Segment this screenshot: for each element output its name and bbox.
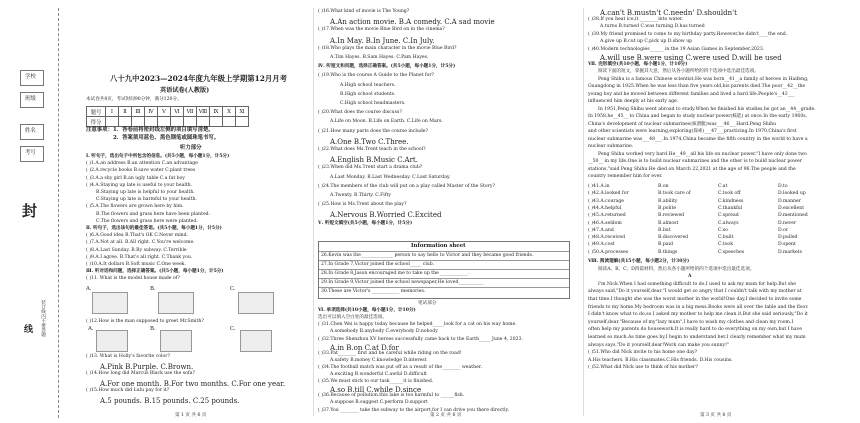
cloze-option: D.markets [778, 249, 802, 255]
column-divider [313, 8, 314, 416]
question-line: C.The flowers and grass here were planted. [96, 218, 198, 224]
passage-line: Ⅷ. 阅读理解(共15小题，每小题2分，计30分) [588, 259, 690, 264]
exam-title: 八十九中2023—2024年度九年级上学期第12月月考 [110, 74, 288, 83]
question-line: A.Pink B.Purple. C.Brown. [100, 362, 194, 371]
cloze-option: ( )45.A.returned [588, 213, 626, 219]
question-line: A.An action movie. B.A comedy. C.A sad movie [330, 18, 495, 27]
question-line: ( )19.Who is the course A Guide to the Planet for? [318, 73, 435, 79]
score-cell: Ⅺ [236, 107, 249, 117]
score-table [86, 106, 249, 127]
passage-line: In 1951,Peng Shihu went abroad to study.When he finished his studies,he got an__44__grade. [598, 106, 816, 112]
score-cell: Ⅵ [171, 107, 184, 117]
option-12a-image [96, 330, 128, 352]
question-line: ( )35.We must stick to our task______it is finished. [318, 379, 434, 385]
question-line: Ⅲ. 听对话和问题，选择正确答案。(共5小题，每小题1分，计5分) [86, 269, 224, 275]
question-line: ( )34.The football match was put off as a result of the________ weather. [318, 364, 482, 370]
cloze-option: C.took off [718, 191, 741, 197]
cloze-option: ( )41.A.in [588, 184, 610, 189]
question-line: ( )12.How is the man supposed to greet Mr.Smith? [86, 319, 204, 324]
question-line: A.Twenty. B.Thirty. C.Fifty [330, 193, 391, 198]
passage-line: learned so much.As time goes by,I begin to understand her.I clearly remember what my mum [588, 335, 806, 340]
score-blank [223, 117, 236, 127]
passage-line: ( )40.Modern technologies______ in the 19 Asian Games in September,2023. [588, 46, 765, 52]
question-line: B.High school students. [340, 91, 396, 97]
passage-line: nuclear submarine. [588, 144, 634, 149]
question-line: ( )33.Pat________ first and be careful while riding on the road! [318, 350, 462, 356]
passage-line: 阅读下面的短文，掌握其大意，然后从各小题所给的四个选项中选出最佳选项。 [598, 69, 759, 74]
info-sheet-title: Information sheet [411, 243, 466, 249]
passage-line: 阅读A、B、C、D四篇材料，然后从各小题所给的四个选项中选出最佳选项。 [598, 266, 755, 272]
cloze-option: D.excellent [778, 205, 805, 211]
option-label: C. [230, 286, 236, 292]
question-line: A.Last Monday. B.Last Wednesday. C.Last Saturday. [330, 174, 451, 180]
exam-subtitle: 英语试卷(人教版) [160, 87, 210, 94]
passage-line: country remember him for ever. [588, 174, 663, 179]
cloze-option: B.took care of [658, 191, 691, 197]
question-line: ( )6.A.Good idea B.That's OK C.Never mind. [86, 233, 189, 239]
notes-line: 注意事项：1．答卷前将密封线左侧的项目填写清楚。 [86, 127, 214, 133]
question-line: Ⅴ. 听短文填空(共5小题，每小题1分，计5分) [318, 220, 413, 226]
question-line: ( )10.A.It dollars B.Soft music C.One week. [86, 262, 186, 267]
question-line: ( )15.How much did Lulu pay for it? [86, 388, 170, 394]
question-line: C.Staying up late is harmful to your health. [96, 197, 197, 203]
school-label: 学校 [25, 74, 36, 80]
passage-line: nuclear submarine was___48___.In 1974,China became the fifth country in the world to have a [588, 136, 808, 142]
passage-line: Peng Shihu is a famous Chinese scientist.He was born__41__a family of heroes in Haifeng, [598, 76, 809, 82]
question-line: ( )17.When was the movie Blue Bird on in the cinema? [318, 27, 445, 33]
score-cell: Ⅲ [132, 107, 145, 117]
cloze-option: D.mentioned [778, 213, 808, 219]
question-line: 选出可以填入空白处的最佳选项。 [318, 315, 387, 321]
passage-line: A [688, 274, 692, 280]
question-line: B.The flowers and grass here have been planted. [96, 211, 211, 217]
question-line: ( )24.The members of the club will put on a play called Master of the Story? [318, 183, 495, 189]
seal-character: 封 [22, 202, 38, 220]
passage-line: always said,"Do it yourself,dear."I would get so angry that I couldn't talk with my mother at [588, 289, 802, 295]
passage-line: ( )51.Who did Nick invite to his home one day? [588, 350, 698, 356]
cloze-option: B.on [658, 184, 669, 189]
option-11a-image [92, 292, 128, 314]
option-label: A. [88, 326, 94, 332]
score-cell: Ⅱ [119, 107, 132, 117]
score-cell: 得分 [87, 117, 106, 127]
cloze-option: B.things [658, 249, 678, 255]
line-character: 线 [24, 325, 34, 335]
passage-line: influenced him deeply at his early age. [588, 99, 679, 104]
score-blank [197, 117, 210, 127]
question-line: B.Staying up late is helpful to your health. [96, 190, 195, 195]
passage-line: I didn't know what to do,so I asked my mother to help me clean it.But she said seriously,"Do it [588, 312, 808, 318]
cloze-option: C.always [718, 220, 739, 226]
cloze-option: B.ability [658, 198, 678, 204]
question-line: C.High school headmasters. [340, 101, 406, 106]
passage-line: friends to my home.My bedroom was in a big mess.Books were all over the table and the floor. [588, 304, 809, 310]
passage-line: ( )52.What did Nick use to think of his mother? [588, 365, 698, 371]
question-line: ( )31.Chen Wei is happy today because he helped_____look for a cat on his way home. [318, 322, 517, 328]
score-blank [236, 117, 249, 127]
question-line: ( )1.A.an address B.an attention C.an advantage [86, 161, 198, 167]
score-blank [119, 117, 132, 127]
passage-line: China's development of nuclear submarines(核潜艇)was___46___Hard.Peng Shihu [588, 121, 777, 127]
exam-number-label: 考号 [25, 150, 36, 156]
passage-line: A.give up B.cut up C.pick up D.show up [600, 39, 693, 44]
question-line: ( )9.A.I agree. B.That's all right. C.Thank you. [86, 254, 193, 260]
passage-line: I'm Nick.When I had something difficult to do,I used to ask my mum for help.But she [598, 281, 796, 287]
info-row-divider [319, 278, 569, 279]
page-footer: 第 2 页 共 6 页 [430, 413, 462, 418]
question-line: ( )3.A.a shy girl B.an ugly table C.a fat boy [86, 175, 185, 181]
cloze-option: C.took [718, 242, 733, 248]
cloze-option: ( )50.A.processes [588, 249, 629, 255]
info-row: 29.In Grade 9,Victor joined the school newspaper,He loved___________ [321, 280, 484, 285]
cut-line [58, 8, 59, 418]
cloze-option: D.spent [778, 242, 796, 248]
score-cell: Ⅹ [223, 107, 236, 117]
question-line: ( )14.How long did Marcus Black use the sofa? [86, 371, 195, 377]
notes-line: 2．答案须用蓝色、黑色钢笔或圆珠笔书写。 [113, 135, 220, 141]
cloze-option: D.pulled [778, 235, 798, 241]
score-blank [171, 117, 184, 127]
cloze-option: C.kindness [718, 198, 744, 204]
passage-line: A.can't B.mustn't C.needn' D.shouldn't [600, 9, 737, 17]
cloze-option: C.thankful [718, 205, 743, 211]
passage-line: always says,"Do it yourself,dear!Work can make you sunny!" [588, 342, 730, 348]
score-cell: Ⅴ [158, 107, 171, 117]
score-blank [184, 117, 197, 127]
option-label: B. [150, 286, 156, 292]
info-row: 27.In Grade 7,Victor joined the school_____ club. [321, 262, 435, 267]
score-table-score-row [87, 117, 249, 127]
info-row: 28.In Grade 8,Jason encouraged me to take up the ____________. [321, 271, 470, 276]
score-cell: Ⅷ [197, 107, 210, 117]
info-row: 26.Kevin was the______________ person to say hello to Victor and they became good friends. [321, 253, 534, 258]
info-row-divider [319, 287, 569, 288]
question-line: ( )5.A.The flowers are grown here by him. [86, 204, 184, 210]
name-label: 姓名 [25, 128, 36, 134]
passage-line: Ⅶ. 完形填空(共10小题，每小题1分，计10分) [588, 61, 688, 67]
cloze-option: B.but [658, 227, 671, 233]
question-line: Ⅱ. 听句子，选出该句的最佳答语。(共5小题，每小题1分，计5分) [86, 226, 222, 231]
passage-line: In 1958,he__45__ to China and began to study nuclear power(核能) at once.In the early 1960s, [588, 114, 808, 119]
column-divider [583, 8, 584, 416]
question-line: ( )2.A.recycle books B.save water C.plant trees [86, 168, 196, 174]
question-line: ( )4.A.Staying up late is useful to your health. [86, 182, 193, 188]
option-label: B. [150, 326, 156, 332]
question-line: A.safety B.money C.knowledge D.interest [330, 357, 427, 363]
cloze-option: D.to [778, 184, 788, 189]
score-blank [158, 117, 171, 127]
cloze-option: ( )46.A.seldom [588, 220, 622, 226]
binding-note: 装订线内不要答题 [40, 300, 46, 337]
class-label: 班级 [25, 96, 36, 102]
passage-line: ( )39.My friend promised to come to my birthday party.However,he didn't____the end. [588, 31, 788, 37]
question-line: A.Nervous B.Worried C.Excited [330, 211, 442, 220]
score-table-header-row [87, 107, 249, 117]
option-12b-image [160, 330, 192, 352]
question-line: A.Tim Hayes. B.Sam Hayes. C.Pam Hayes. [330, 55, 429, 60]
passage-line: A.will use B.were using C.were used D.will be used [600, 54, 782, 62]
info-row: 30.These are Victor's ____________ memories. [321, 289, 426, 294]
score-cell: Ⅶ [184, 107, 197, 117]
passage-line: __50__ in my life.One is to build nuclear submarines and the other is to build nuclear power [588, 159, 802, 164]
question-line: Ⅳ. 听短文和问题，选择正确答案。(共5小题，每小题1分，计5分) [318, 64, 456, 70]
page-footer: 第 1 页 共 6 页 [175, 413, 207, 418]
question-line: ( )16.What kind of movie is The Young? [318, 9, 410, 14]
question-line: A.somebody B.anybody C.everybody D.nobody [330, 329, 438, 335]
exam-number-label-box [20, 146, 44, 162]
option-11b-image [158, 292, 194, 314]
cloze-option: C.speeches [718, 249, 745, 255]
score-cell: Ⅸ [210, 107, 223, 117]
score-blank [132, 117, 145, 127]
cloze-option: D.manner [778, 198, 801, 204]
question-line: Ⅵ. 单项选择(共10小题，每小题1分，计10分) [318, 308, 416, 314]
question-line: ( )8.A.Last Sunday. B.By subway. C.Terrible [86, 247, 187, 253]
question-line: A.exciting B.wonderful C.awful D.difficult [330, 372, 427, 377]
passage-line: stations,"said Peng Shihu.He died on March 22,2021 at the age of 96.The people and the [588, 166, 796, 172]
question-line: A.suppose B.suggest C.perform D.support [330, 400, 428, 406]
question-line: A.English B.Music C.Art. [330, 156, 418, 165]
score-cell: Ⅳ [145, 107, 158, 117]
question-line: A.High school teachers. [340, 82, 396, 88]
passage-line: ( )38.If you heat ice,it ________into water. [588, 16, 684, 22]
cloze-option: B.paid [658, 242, 673, 248]
cloze-option: B.reviewed [658, 213, 685, 219]
cloze-option: D.never [778, 220, 797, 226]
cloze-option: C.so [718, 227, 728, 233]
question-line: ( )32.Three Shenzhou XV heroes successfully came back to the Earth_____ June 4, 2023. [318, 336, 523, 342]
passage-line: yourself,dear."Because of my"lazy mum",I have to wash my clothes and clean my room.I [588, 319, 794, 325]
question-line: ( )21.How many parts does the course include? [318, 128, 428, 134]
passage-line: that time.I thought she was the worst mother in the world!One day,I decided to invite some [588, 297, 802, 302]
name-label-box [20, 124, 44, 140]
question-line: ( )37.You ________ take the subway to the airport,for I can drive you there directly. [318, 407, 510, 413]
passage-line: and other scientists were learning,exploring(探索)___47___practicing.In 1970,China's first [588, 129, 797, 134]
passage-line: A.turns B.turned C.was turning D.has turned [600, 24, 705, 29]
info-row-divider [319, 251, 569, 252]
cloze-option: B.almost [658, 220, 679, 226]
binding-gutter [0, 0, 78, 423]
question-line: ( )11. What is the model house made of? [86, 276, 180, 282]
score-cell: 题号 [87, 107, 106, 117]
question-line: ( )7.A.Not at all. B.All right. C.You're welcome. [86, 240, 195, 246]
school-label-box [20, 70, 44, 86]
cloze-option: D.looked up [778, 191, 806, 197]
information-sheet [318, 241, 570, 299]
score-blank [106, 117, 119, 127]
option-label: C. [230, 326, 236, 332]
page-footer: 第 3 页 共 6 页 [700, 413, 732, 418]
option-12c-image [240, 330, 272, 352]
class-label-box [20, 92, 44, 108]
question-line: A.5 pounds. B.15 pounds. C.25 pounds. [100, 397, 240, 405]
question-line: ( )23.When did Ms.Trent start a drama club? [318, 165, 423, 171]
question-line: A.For one month. B.For two months. C.For one year. [100, 379, 286, 388]
option-11c-image [238, 292, 274, 314]
passage-line: Guangdong in 1925.When he was less than five years old,his parents died.The poor__42__the [588, 84, 806, 89]
cloze-option: C.spread [718, 213, 739, 219]
question-line: A.in B.on C.at D.for [330, 343, 399, 352]
question-line: ( )13. What is Holly's favorite color? [86, 354, 170, 359]
question-line: ( )25.How is Ms.Trent about the play? [318, 202, 407, 208]
info-row-divider [319, 269, 569, 270]
cloze-option: ( )49.A.cost [588, 242, 615, 248]
cloze-option: B.polite [658, 205, 677, 211]
cloze-option: D.or [778, 227, 788, 233]
cloze-option: ( )42.A.looked for [588, 191, 629, 197]
question-line: ( )20.What does the course discuss? [318, 110, 402, 116]
question-line: ( )22.What does Ms.Trent teach in the school? [318, 147, 426, 152]
info-row-divider [319, 260, 569, 261]
question-line: ( )36.Because of pollution,this lake is too harmful to ______fish. [318, 393, 465, 399]
exam-info: 本试卷共8页，考试时间90分钟，满分120分。 [86, 97, 182, 102]
question-line: 笔试部分 [418, 301, 437, 306]
score-blank [145, 117, 158, 127]
question-line: A.One B.Two C.Three. [330, 137, 409, 146]
option-label: A. [86, 286, 92, 292]
cloze-option: ( )48.A.received [588, 235, 626, 241]
passage-line: A.His teachers. B.His classmates.C.His friends. D.His cousins. [588, 357, 733, 363]
question-line: Ⅰ. 听句子，选出句子中所包含的信息。(共5小题，每小题1分，计5分) [86, 154, 230, 159]
cloze-option: B.discovered [658, 235, 689, 241]
cloze-option: C.built [718, 235, 734, 241]
question-line: A.so B.till C.while D.since [330, 386, 422, 395]
score-blank [210, 117, 223, 127]
question-line: A.In May. B.In June. C.In July. [330, 36, 435, 45]
passage-line: often help my parents do housework.It is really hard to do everything on my own,but I have [588, 327, 802, 333]
cloze-option: ( )44.A.helpful [588, 205, 622, 211]
cloze-option: ( )47.A.and [588, 227, 614, 233]
passage-line: young boy and he moved between different families and lived a hard life.People's__43___ [588, 91, 795, 97]
question-line: A.Life on Moon. B.Life on Earth. C.Life on Mars. [330, 119, 443, 125]
score-cell: Ⅰ [106, 107, 119, 117]
question-line: ( )18.Who plays the main character in the movie Blue Bird? [318, 45, 457, 51]
cloze-option: C.at [718, 184, 728, 189]
section-heading: 听力部分 [180, 145, 202, 151]
passage-line: Peng Shihu worked very hard.He__49__all his life on nuclear power."I have only done two [598, 151, 807, 157]
cloze-option: ( )43.A.courage [588, 198, 625, 204]
